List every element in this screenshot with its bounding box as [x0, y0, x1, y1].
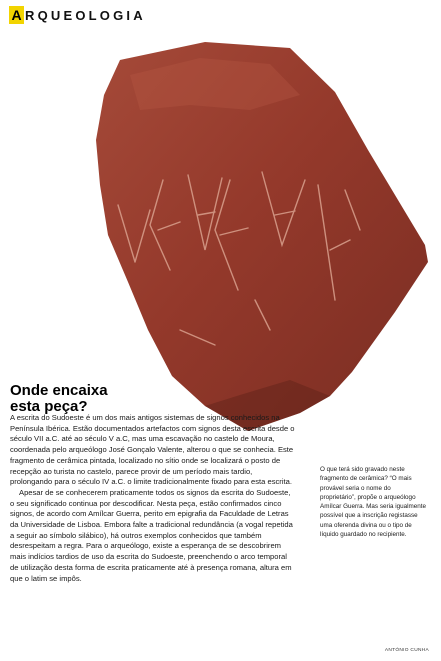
article-paragraph-2: Apesar de se conhecerem praticamente todos os signos da escrita do Sudoeste, o seu significado continua por descodificar. Nesta peça, estão confirmados cinco signos, de acordo com Amílcar Guerra, perito em epigrafia da Faculdade de Letras da Universidade de Lisboa. Embora falte a tradicional redundância (a vogal repetida a seguir ao símbolo silábico), há outros exemplos conhecidos que também desrespeitam a regra. Para o arqueólogo, existe a esperança de se descobrirem mais indícios tardios de uso da escrita do Sudoeste, preenchendo o arco temporal de utilização desta forma de escrita praticamente até à presença romana, altura em que o latim se impôs. — [10, 487, 293, 583]
section-title: RQUEOLOGIA — [25, 7, 146, 23]
headline-line-1: Onde encaixa — [10, 382, 108, 399]
section-initial-badge: A — [9, 6, 24, 24]
headline-line-2: esta peça? — [10, 398, 88, 415]
photo-credit: ANTÓNIO CUNHA — [384, 648, 429, 653]
photo-caption: O que terá sido gravado neste fragmento de cerâmica? “O mais provável seria o nome do proprietário”, propõe o arqueólogo Amílcar Guerra. Mas seria igualmente possível que a inscrição registasse uma oferenda divina ou o tipo de líquido guardado no recipiente. — [320, 466, 427, 539]
article-headline — [10, 383, 270, 415]
article-paragraph-1: A escrita do Sudoeste é um dos mais antigos sistemas de signos conhecidos na Península Ibérica. Estão documentados artefactos com signos desta escrita desde o século VII a.C. até ao século V a.C, mas uma escavação no castelo de Moura, coordenada pelo arqueólogo José Gonçalo Valente, alterou o que se conhecia. Este fragmento de cerâmica pintada, localizado no sítio onde se localizará o posto de recepção ao turista no castelo, parece provir de um período mais tardio, prolongando para o século IV a.C. o limite tradicionalmente fixado para esta escrita. — [10, 413, 295, 487]
article-body — [10, 413, 295, 584]
